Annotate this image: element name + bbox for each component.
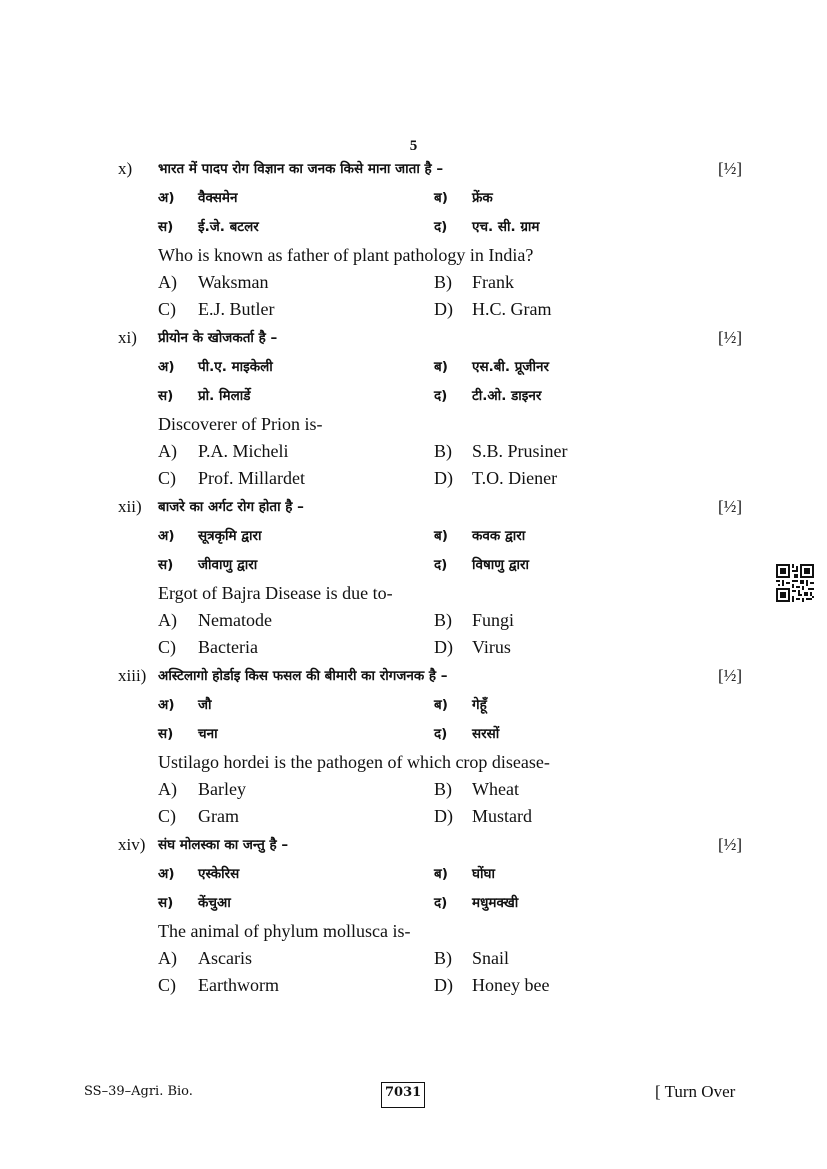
question-number: xiv) [118,835,146,854]
option-label: D) [434,637,453,657]
option-label: अ) [158,866,175,882]
option-label: B) [434,272,452,292]
option-label: अ) [158,359,175,375]
option-label: द) [434,726,448,742]
option-label: स) [158,557,174,573]
option-hindi-a: पी.ए. माइकेली [198,359,273,375]
option-english-c: E.J. Butler [198,299,275,319]
question-text-hindi: संघ मोलस्का का जन्तु है – [158,837,289,853]
option-label: A) [158,441,177,461]
option-label: स) [158,388,174,404]
option-english-a: Waksman [198,272,269,292]
turn-over-note: [ Turn Over [655,1082,736,1101]
option-label: ब) [434,866,448,882]
option-english-d: T.O. Diener [472,468,558,488]
option-label: D) [434,468,453,488]
option-label: C) [158,806,176,826]
option-label: द) [434,219,448,235]
question-text-hindi: प्रीयोन के खोजकर्ता है – [158,330,278,346]
page-number: 5 [409,138,418,154]
question-text-english: Discoverer of Prion is- [158,414,323,434]
question-number: xiii) [118,666,147,685]
marks: [½] [718,666,743,685]
question-x [0,156,827,324]
option-english-d: Mustard [472,806,532,826]
option-hindi-c: ई.जे. बटलर [198,219,259,235]
option-hindi-d: विषाणु द्वारा [472,557,530,573]
question-xiv [0,832,827,1000]
option-hindi-c: जीवाणु द्वारा [198,557,258,573]
marks: [½] [718,159,743,178]
option-english-d: Honey bee [472,975,550,995]
option-hindi-b: फ्रेंक [472,190,493,206]
option-label: अ) [158,528,175,544]
option-label: D) [434,975,453,995]
option-hindi-d: टी.ओ. डाइनर [472,388,542,404]
option-label: B) [434,610,452,630]
marks: [½] [718,328,743,347]
option-english-b: Frank [472,272,514,292]
paper-code: SS–39–Agri. Bio. [84,1084,193,1099]
option-label: C) [158,637,176,657]
option-english-a: Nematode [198,610,272,630]
option-hindi-c: केंचुआ [198,895,231,911]
option-hindi-d: एच. सी. ग्राम [472,219,540,235]
option-english-a: Ascaris [198,948,252,968]
option-hindi-c: चना [198,726,218,742]
question-text-hindi: भारत में पादप रोग विज्ञान का जनक किसे माना जाता है – [158,161,444,177]
option-label: C) [158,975,176,995]
option-hindi-c: प्रो. मिलार्डे [198,388,251,404]
option-english-c: Bacteria [198,637,258,657]
option-hindi-d: सरसों [472,726,500,742]
option-english-c: Gram [198,806,239,826]
question-text-english: Who is known as father of plant pathology in India? [158,245,534,265]
option-english-d: H.C. Gram [472,299,552,319]
option-label: A) [158,779,177,799]
option-english-b: Wheat [472,779,519,799]
option-label: A) [158,272,177,292]
option-hindi-d: मधुमक्खी [472,895,519,911]
marks: [½] [718,835,743,854]
question-xiii [0,663,827,831]
option-label: D) [434,806,453,826]
option-label: A) [158,610,177,630]
question-text-english: Ergot of Bajra Disease is due to- [158,583,393,603]
option-hindi-b: गेहूँ [472,697,487,713]
option-english-b: Snail [472,948,510,968]
question-text-hindi: अस्टिलागो होर्डाइ किस फसल की बीमारी का रोगजनक है – [158,668,448,684]
option-label: B) [434,779,452,799]
option-label: द) [434,895,448,911]
question-text-english: Ustilago hordei is the pathogen of which crop disease- [158,752,550,772]
option-english-c: Prof. Millardet [198,468,305,488]
option-hindi-a: वैक्समेन [198,190,238,206]
option-label: ब) [434,359,448,375]
option-english-a: P.A. Micheli [198,441,289,461]
option-label: स) [158,895,174,911]
marks: [½] [718,497,743,516]
option-label: अ) [158,190,175,206]
option-label: A) [158,948,177,968]
qr-code-icon [776,564,814,602]
option-label: स) [158,219,174,235]
option-hindi-b: कवक द्वारा [472,528,526,544]
option-hindi-a: एस्केरिस [198,866,240,882]
option-hindi-b: घोंघा [472,866,495,882]
question-number: x) [118,159,133,178]
option-label: B) [434,441,452,461]
option-label: द) [434,557,448,573]
option-label: ब) [434,697,448,713]
question-text-hindi: बाजरे का अर्गट रोग होता है – [158,499,304,515]
question-text-english: The animal of phylum mollusca is- [158,921,411,941]
booklet-number: 7031 [381,1082,425,1108]
option-label: ब) [434,528,448,544]
option-label: द) [434,388,448,404]
option-label: B) [434,948,452,968]
option-label: C) [158,468,176,488]
question-number: xii) [118,497,142,516]
option-english-a: Barley [198,779,246,799]
question-xii [0,494,827,662]
option-hindi-a: सूत्रकृमि द्वारा [198,528,262,544]
option-label: C) [158,299,176,319]
question-xi [0,325,827,493]
option-english-b: S.B. Prusiner [472,441,568,461]
question-number: xi) [118,328,137,347]
option-english-b: Fungi [472,610,515,630]
option-label: ब) [434,190,448,206]
option-english-d: Virus [472,637,511,657]
option-hindi-a: जौ [198,697,212,713]
option-hindi-b: एस.बी. प्रूजीनर [472,359,549,375]
option-label: अ) [158,697,175,713]
option-english-c: Earthworm [198,975,279,995]
option-label: D) [434,299,453,319]
option-label: स) [158,726,174,742]
